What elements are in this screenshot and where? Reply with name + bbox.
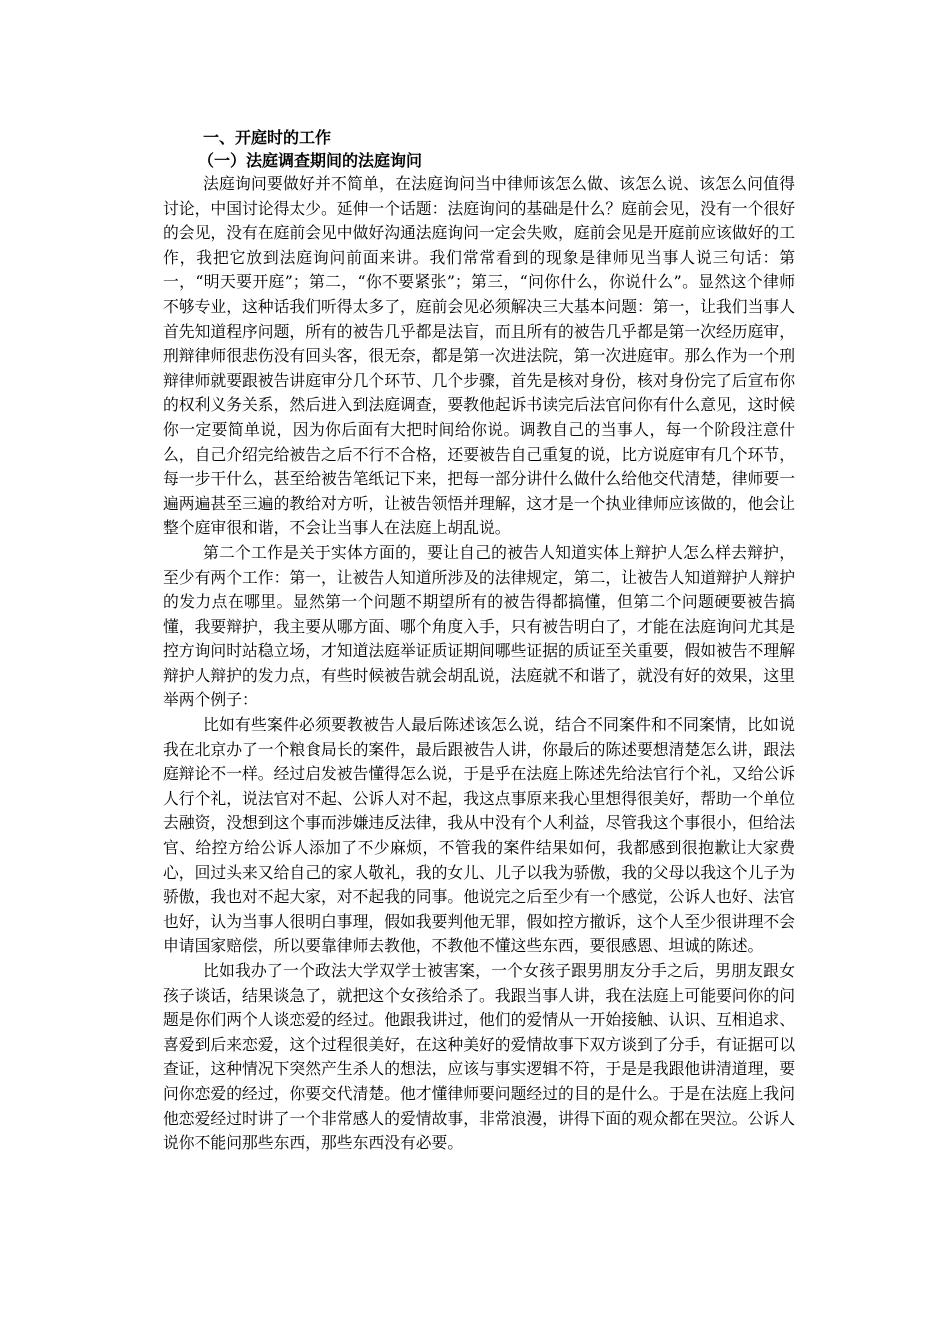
paragraph-2: 第二个工作是关于实体方面的，要让自己的被告人知道实体上辩护人怎么样去辩护，至少有两个工作：第一，让被告人知道所涉及的法律规定，第二，让被告人知道辩护人辩护的发力点在哪里。显然第一个问题不期望所有的被告得都搞懂，但第二个问题硬要被告搞懂，我要辩护，我主要从哪方面、哪个角度入手，只有被告明白了，才能在法庭询问尤其是控方询问时站稳立场，才知道法庭举证质证期间哪些证据的质证至关重要，假如被告不理解辩护人辩护的发力点，有些时候被告就会胡乱说，法庭就不和谐了，就没有好的效果，这里举两个例子： [163, 542, 795, 710]
subsection-heading: （一）法庭调查期间的法庭询问 [198, 151, 423, 170]
document-page [163, 126, 795, 1156]
paragraph-3: 比如有些案件必须要教被告人最后陈述该怎么说，结合不同案件和不同案情，比如说我在北京办了一个粮食局长的案件，最后跟被告人讲，你最后的陈述要想清楚怎么讲，跟法庭辩论不一样。经过启发被告懂得怎么说，于是乎在法庭上陈述先给法官行个礼，又给公诉人行个礼，说法官对不起、公诉人对不起，我这点事原来我心里想得很美好，帮助一个单位去融资，没想到这个事而涉嫌违反法律，我从中没有个人利益，尽管我这个事很小，但给法官、给控方给公诉人添加了不少麻烦，不管我的案件结果如何，我都感到很抱歉让大家费心，回过头来又给自己的家人敬礼，我的女儿、儿子以我为骄傲，我的父母以我这个儿子为骄傲，我也对不起大家，对不起我的同事。他说完之后至少有一个感觉，公诉人也好、法官也好，认为当事人很明白事理，假如我要判他无罪，假如控方撤诉，这个人至少很讲理不会申请国家赔偿，所以要靠律师去教他，不教他不懂这些东西，要很感恩、坦诚的陈述。 [163, 715, 795, 956]
paragraph-1: 法庭询问要做好并不简单，在法庭询问当中律师该怎么做、该怎么说、该怎么问值得讨论，中国讨论得太少。延伸一个话题：法庭询问的基础是什么？庭前会见，没有一个很好的会见，没有在庭前会见中做好沟通法庭询问一定会失败，庭前会见是开庭前应该做好的工作，我把它放到法庭询问前面来讲。我们常常看到的现象是律师见当事人说三句话：第一，“明天要开庭”；第二，“你不要紧张”；第三，“问你什么，你说什么”。显然这个律师不够专业，这种话我们听得太多了，庭前会见必须解决三大基本问题：第一，让我们当事人首先知道程序问题，所有的被告几乎都是法盲，而且所有的被告几乎都是第一次经历庭审，刑辩律师很悲伤没有回头客，很无奈，都是第一次进法院，第一次进庭审。那么作为一个刑辩律师就要跟被告讲庭审分几个环节、几个步骤，首先是核对身份，核对身份完了后宣布你的权利义务关系，然后进入到法庭调查，要教他起诉书读完后法官问你有什么意见，这时候你一定要简单说，因为你后面有大把时间给你说。调教自己的当事人，每一个阶段注意什么，自己介绍完给被告之后不行不合格，还要被告自己重复的说，比方说庭审有几个环节，每一步干什么，甚至给被告笔纸记下来，把每一部分讲什么做什么给他交代清楚，律师要一遍两遍甚至三遍的教给对方听，让被告领悟并理解，这才是一个执业律师应该做的，他会让整个庭审很和谐，不会让当事人在法庭上胡乱说。 [163, 174, 795, 538]
section-heading: 一、开庭时的工作 [203, 128, 332, 147]
paragraph-4: 比如我办了一个政法大学双学士被害案，一个女孩子跟男朋友分手之后，男朋友跟女孩子谈话，结果谈急了，就把这个女孩给杀了。我跟当事人讲，我在法庭上可能要问你的问题是你们两个人谈恋爱的经过。他跟我讲过，他们的爱情从一开始接触、认识、互相追求、喜爱到后来恋爱，这个过程很美好，在这种美好的爱情故事下双方谈到了分手，有证据可以查证，这种情况下突然产生杀人的想法，应该与事实逻辑不符，于是是我跟他讲清道理，要问你恋爱的经过，你要交代清楚。他才懂律师要问题经过的目的是什么。于是在法庭上我问他恋爱经过时讲了一个非常感人的爱情故事，非常浪漫，讲得下面的观众都在哭泣。公诉人说你不能问那些东西，那些东西没有必要。 [163, 961, 795, 1153]
